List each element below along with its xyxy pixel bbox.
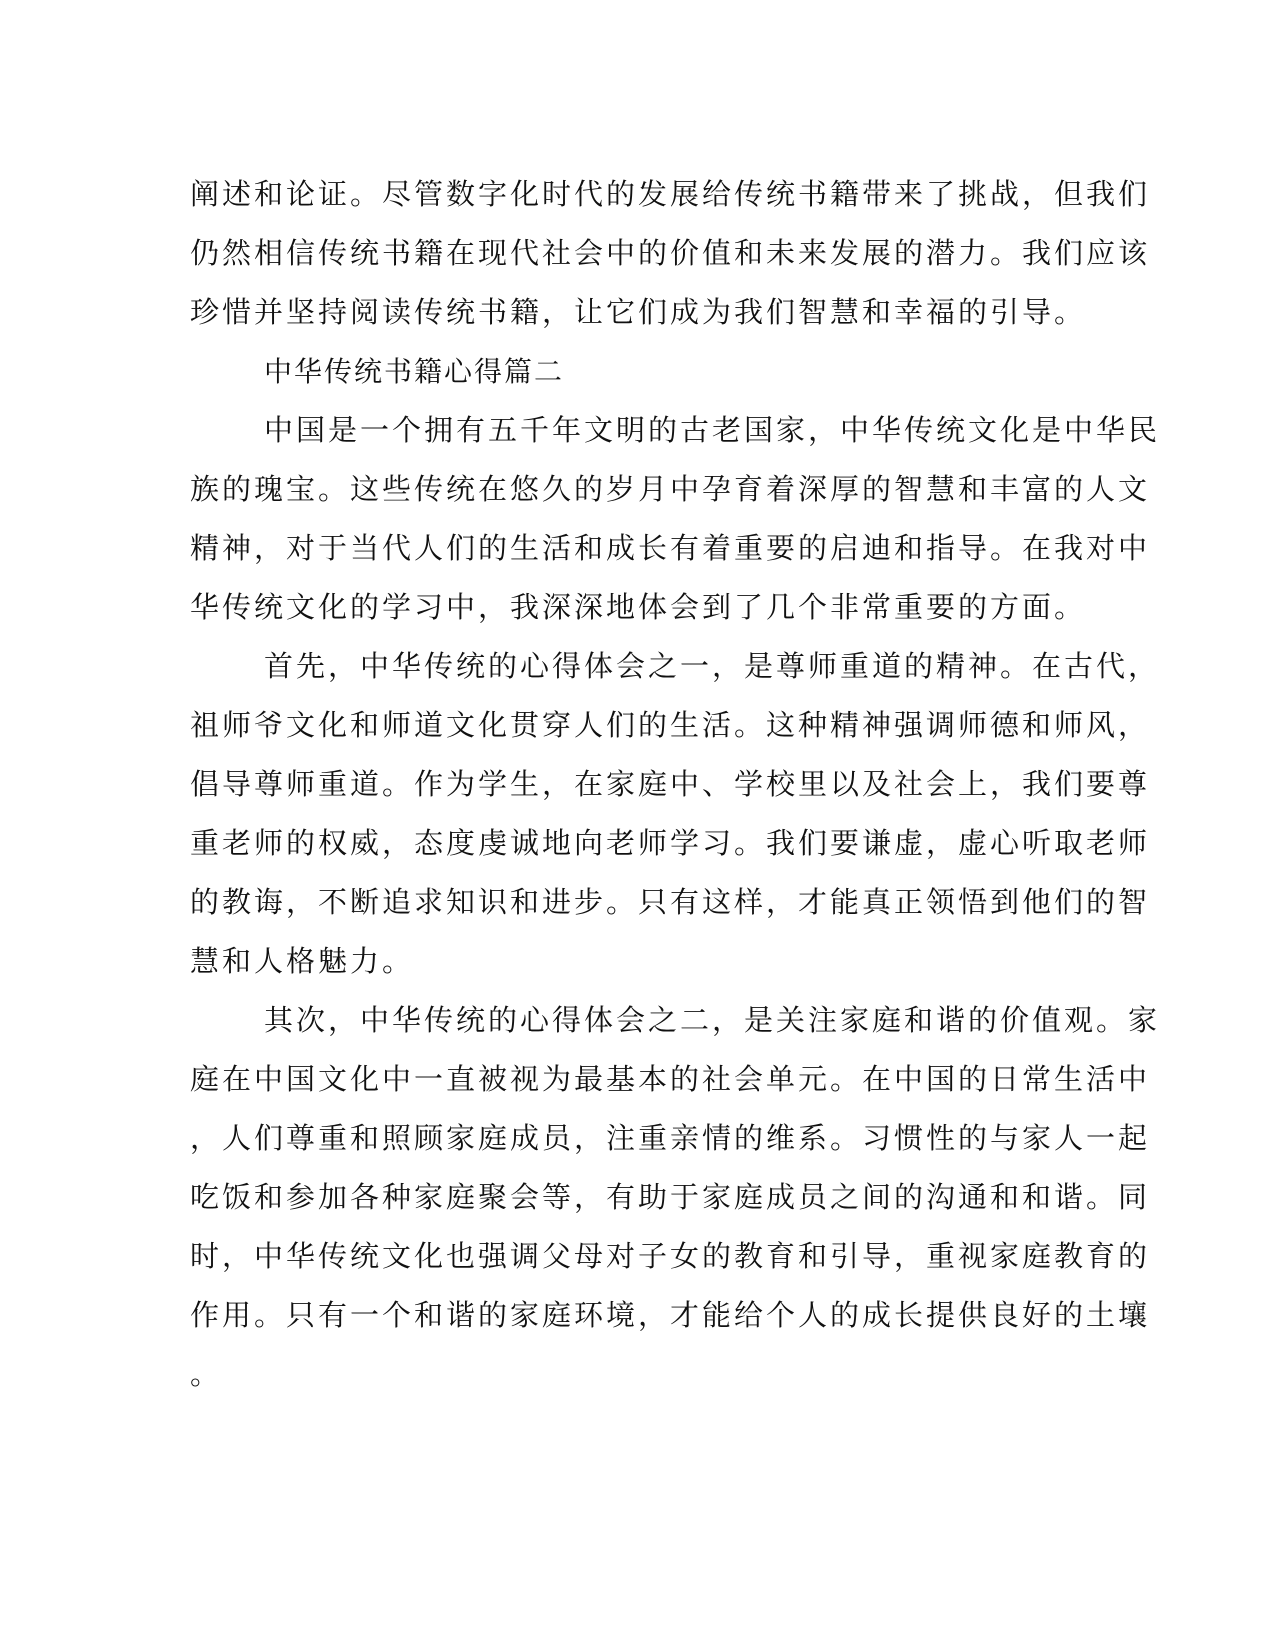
text-line: 其次，中华传统的心得体会之二，是关注家庭和谐的价值观。家 xyxy=(264,1003,1161,1037)
text-line: 珍惜并坚持阅读传统书籍，让它们成为我们智慧和幸福的引导。 xyxy=(190,295,1087,329)
text-line: 庭在中国文化中一直被视为最基本的社会单元。在中国的日常生活中 xyxy=(190,1062,1151,1096)
text-line: 祖师爷文化和师道文化贯穿人们的生活。这种精神强调师德和师风， xyxy=(190,708,1151,742)
text-line: 华传统文化的学习中，我深深地体会到了几个非常重要的方面。 xyxy=(190,590,1087,624)
text-line: 倡导尊师重道。作为学生，在家庭中、学校里以及社会上，我们要尊 xyxy=(190,767,1151,801)
text-line: 的教诲，不断追求知识和进步。只有这样，才能真正领悟到他们的智 xyxy=(190,885,1151,919)
text-line: 仍然相信传统书籍在现代社会中的价值和未来发展的潜力。我们应该 xyxy=(190,236,1151,270)
text-line: 吃饭和参加各种家庭聚会等，有助于家庭成员之间的沟通和和谐。同 xyxy=(190,1180,1151,1214)
text-line: 慧和人格魅力。 xyxy=(190,944,415,978)
text-line: 重老师的权威，态度虔诚地向老师学习。我们要谦虚，虚心听取老师 xyxy=(190,826,1151,860)
text-line: 作用。只有一个和谐的家庭环境，才能给个人的成长提供良好的土壤 xyxy=(190,1298,1151,1332)
text-line: 精神，对于当代人们的生活和成长有着重要的启迪和指导。在我对中 xyxy=(190,531,1151,565)
text-line: 时，中华传统文化也强调父母对子女的教育和引导，重视家庭教育的 xyxy=(190,1239,1151,1273)
text-line: 阐述和论证。尽管数字化时代的发展给传统书籍带来了挑战，但我们 xyxy=(190,177,1151,211)
text-line: ，人们尊重和照顾家庭成员，注重亲情的维系。习惯性的与家人一起 xyxy=(190,1121,1151,1155)
section-heading: 中华传统书籍心得篇二 xyxy=(264,355,565,388)
text-line: 首先，中华传统的心得体会之一，是尊师重道的精神。在古代， xyxy=(264,649,1161,683)
text-line: 。 xyxy=(190,1357,223,1391)
text-line: 中国是一个拥有五千年文明的古老国家，中华传统文化是中华民 xyxy=(264,413,1161,447)
body-text xyxy=(190,165,1161,1404)
text-line: 族的瑰宝。这些传统在悠久的岁月中孕育着深厚的智慧和丰富的人文 xyxy=(190,472,1151,506)
